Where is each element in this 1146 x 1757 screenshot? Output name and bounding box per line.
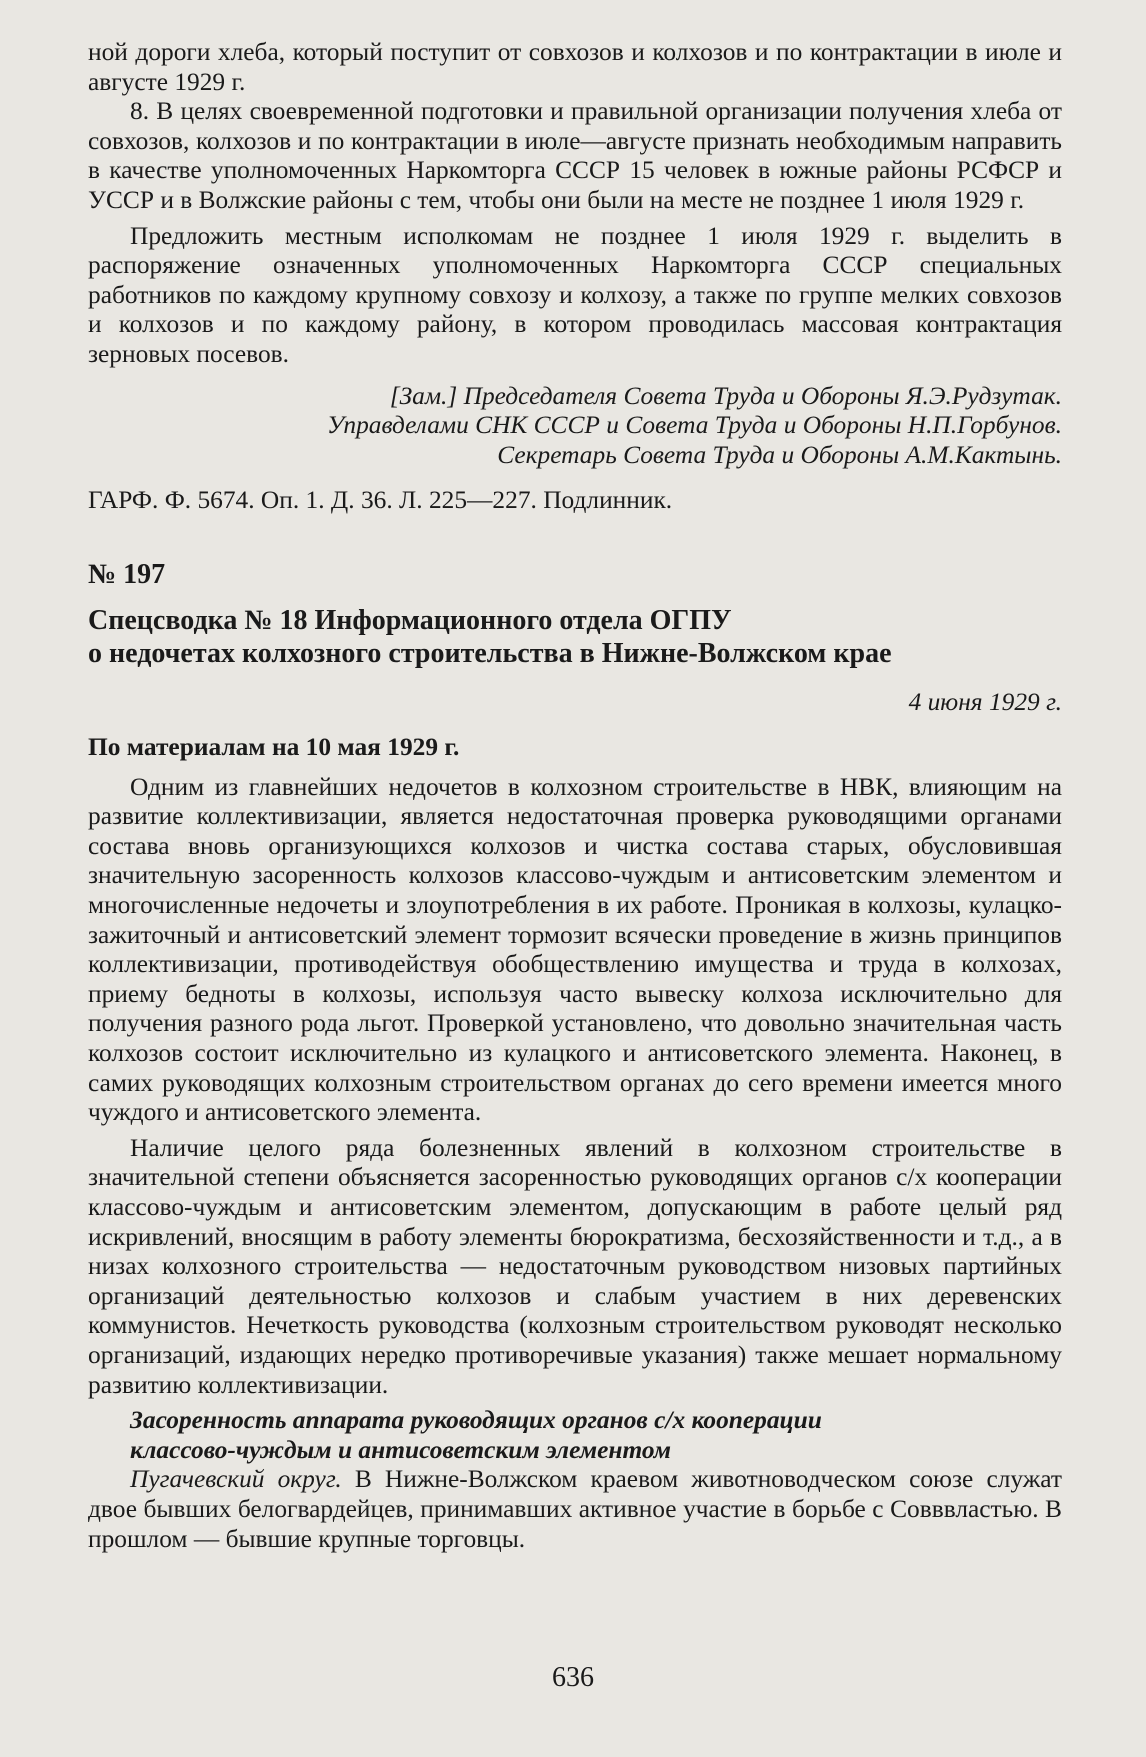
document-title bbox=[88, 604, 1062, 670]
paragraph-main-1: Одним из главнейших недочетов в колхозном строительстве в НВК, влияющим на развитие коллективизации, является недостаточная проверка руководящими органами состава вновь организующихся колхозов и чистка состава старых, обусловившая значительную засоренность колхозов классово-чуждым и антисоветским элементом и многочисленные недочеты и злоупотребления в их работе. Проникая в колхозы, кулацко-зажиточный и антисоветский элемент тормозит всячески проведение в жизнь принципов коллективизации, противодействуя обобществлению имущества и труда в колхозах, приему бедноты в колхозы, используя часто вывеску колхоза исключительно для получения разного рода льгот. Проверкой установлено, что довольно значительная часть колхозов состоит исключительно из кулацкого и антисоветского элемента. Наконец, в самих руководящих колхозным строительством органах до сего времени имеется много чуждого и антисоветского элемента. bbox=[88, 772, 1062, 1127]
paragraph-item-8: 8. В целях своевременной подготовки и правильной организации получения хлеба от совхозов, колхозов и по контрактации в июле—августе признать необходимым направить в качестве уполномоченных Наркомторга СССР 15 человек в южные районы РСФСР и УССР и в Волжские районы с тем, чтобы они были на месте не позднее 1 июля 1929 г. bbox=[88, 97, 1062, 214]
document-title-line: Спецсводка № 18 Информационного отдела ОГПУ bbox=[88, 604, 732, 636]
signature-line: Секретарь Совета Труда и Обороны А.М.Кактынь. bbox=[497, 440, 1062, 469]
paragraph-local-executive: Предложить местным исполкомам не позднее 1 июля 1929 г. выделить в распоряжение означенных уполномоченных Наркомторга СССР специальных работников по каждому крупному совхозу и колхозу, а также по группе мелких совхозов и колхозов и по каждому району, в котором проводилась массовая контрактация зерновых посевов. bbox=[88, 221, 1062, 368]
document-date: 4 июня 1929 г. bbox=[908, 687, 1062, 716]
document-page bbox=[88, 38, 1062, 1554]
section-heading-line: классово-чуждым и антисоветским элементом bbox=[130, 1435, 672, 1464]
paragraph-continuation: ной дороги хлеба, который поступит от совхозов и колхозов и по контрактации в июле и августе 1929 г. bbox=[88, 38, 1062, 96]
section-heading-line: Засоренность аппарата руководящих органов с/х кооперации bbox=[130, 1406, 822, 1435]
paragraph-main-2: Наличие целого ряда болезненных явлений в колхозном строительстве в значительной степени объясняется засоренностью руководящих органов с/х кооперации классово-чуждым и антисоветским элементом, допускающим в работе целый ряд искривлений, вносящим в работу элементы бюрократизма, бесхозяйственности и т.д., а в низах колхозного строительства — недостаточным руководством низовых партийных организаций деятельностью колхозов и слабым участием в них деревенских коммунистов. Нечеткость руководства (колхозным строительством руководят несколько организаций, издающих нередко противоречивые указания) также мешает нормальному развитию коллективизации. bbox=[88, 1133, 1062, 1399]
document-title-line: о недочетах колхозного строительства в Нижне-Волжском крае bbox=[88, 637, 892, 669]
document-number: № 197 bbox=[88, 558, 166, 590]
archive-reference: ГАРФ. Ф. 5674. Оп. 1. Д. 36. Л. 225—227. Подлинник. bbox=[88, 486, 673, 515]
materials-note: По материалам на 10 мая 1929 г. bbox=[88, 733, 460, 762]
section-heading bbox=[88, 1406, 1062, 1465]
page-number: 636 bbox=[552, 1662, 594, 1693]
region-text: В Нижне-Волжском краевом животноводческом союзе служат двое бывших белогвардейцев, принимавших активное участие в борьбе с Совввластью. В прошлом — бывшие крупные торговцы. bbox=[88, 1465, 1062, 1553]
signature-line: [Зам.] Председателя Совета Труда и Обороны Я.Э.Рудзутак. bbox=[389, 381, 1062, 410]
signature-block bbox=[88, 382, 1062, 471]
region-name: Пугачевский округ. bbox=[130, 1465, 342, 1494]
signature-line: Управделами СНК СССР и Совета Труда и Обороны Н.П.Горбунов. bbox=[327, 411, 1062, 440]
paragraph-region bbox=[88, 1465, 1062, 1554]
